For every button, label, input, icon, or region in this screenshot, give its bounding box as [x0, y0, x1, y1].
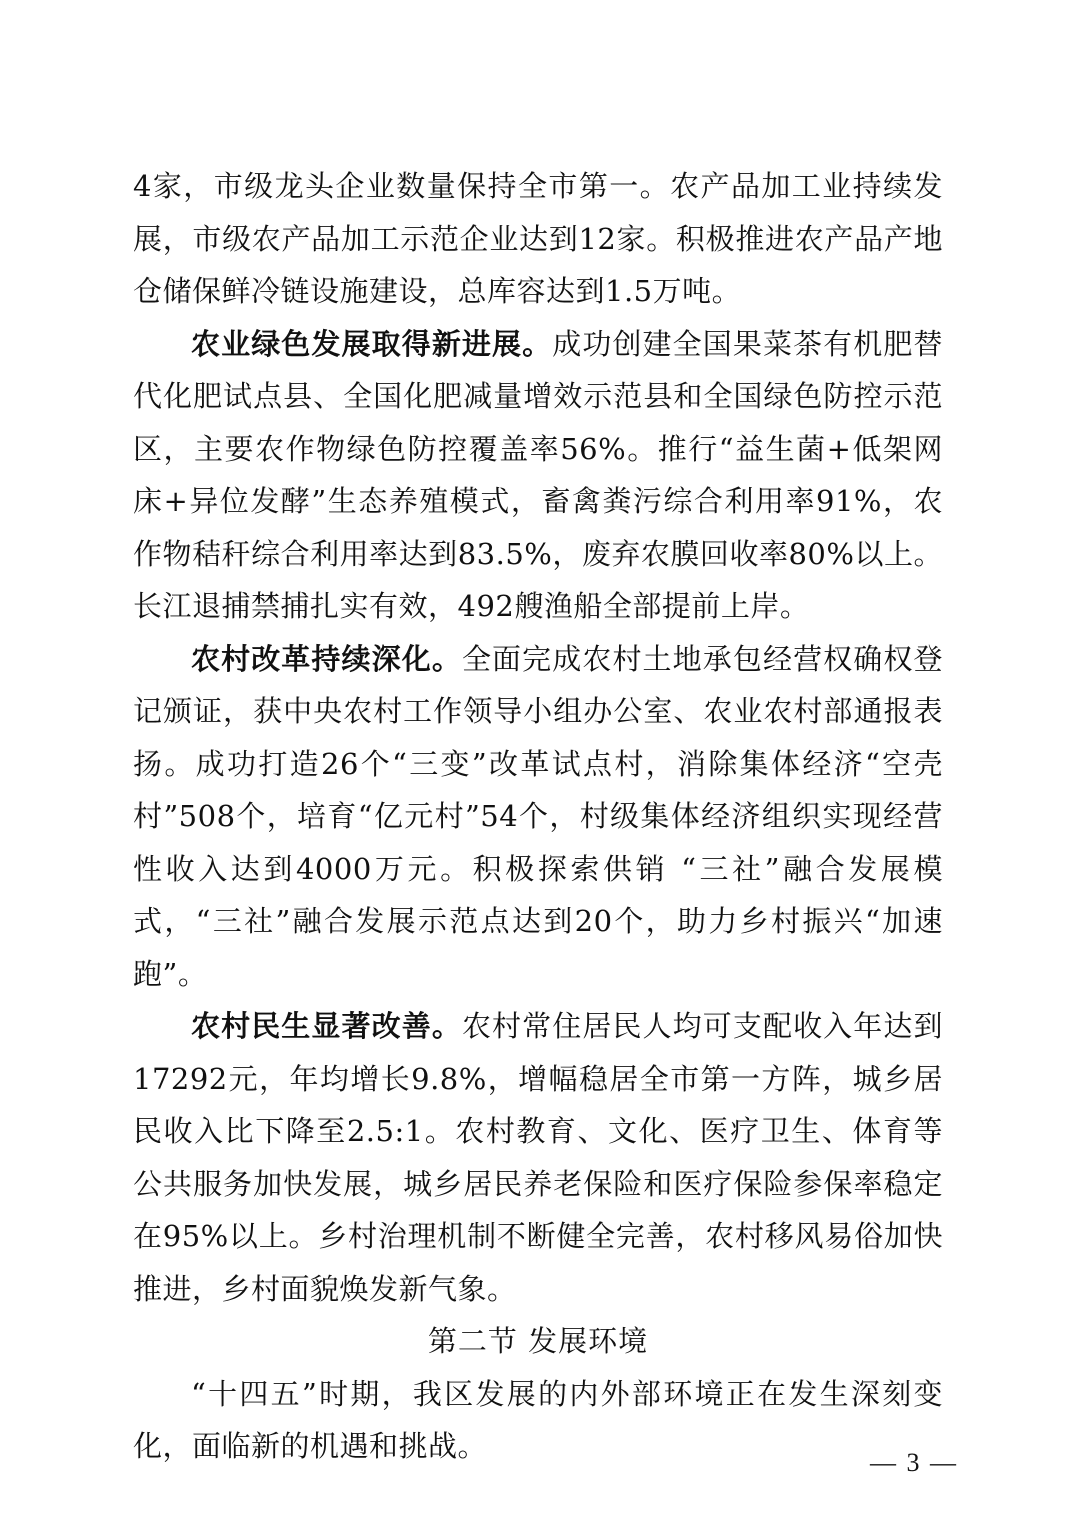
- section-title: 第二节 发展环境: [427, 1324, 649, 1358]
- paragraph-green-development: [133, 318, 943, 633]
- paragraph-lead: 农村改革持续深化。: [191, 641, 462, 676]
- paragraph-text: 4家，市级龙头企业数量保持全市第一。农产品加工业持续发展，市级农产品加工示范企业达到12家。积极推进农产品产地仓储保鲜冷链设施建设，总库容达到1.5万吨。: [133, 169, 943, 308]
- paragraph-text: 农村常住居民人均可支配收入年达到17292元，年均增长9.8%，增幅稳居全市第一方阵，城乡居民收入比下降至2.5:1。农村教育、文化、医疗卫生、体育等公共服务加快发展，城乡居民养老保险和医疗保险参保率稳定在95%以上。乡村治理机制不断健全完善，农村移风易俗加快推进，乡村面貌焕发新气象。: [133, 1009, 943, 1306]
- paragraph-livelihood: [133, 1000, 943, 1315]
- paragraph-lead: 农业绿色发展取得新进展。: [191, 326, 553, 361]
- paragraph-lead: 农村民生显著改善。: [191, 1009, 462, 1043]
- paragraph-continuation: [133, 160, 943, 318]
- paragraph-text: 全面完成农村土地承包经营权确权登记颁证，获中央农村工作领导小组办公室、农业农村部通报表扬。成功打造26个“三变”改革试点村，消除集体经济“空壳村”508个，培育“亿元村”54个，村级集体经济组织实现经营性收入达到4000万元。积极探索供销 “三社”融合发展模式，“三社”融合发展示范点达到20个，助力乡村振兴“加速跑”。: [133, 641, 943, 991]
- paragraph-text: 成功创建全国果菜茶有机肥替代化肥试点县、全国化肥减量增效示范县和全国绿色防控示范区，主要农作物绿色防控覆盖率56%。推行“益生菌+低架网床+异位发酵”生态养殖模式，畜禽粪污综合利用率91%，农作物秸秆综合利用率达到83.5%，废弃农膜回收率80%以上。长江退捕禁捕扎实有效，492艘渔船全部提前上岸。: [133, 326, 943, 623]
- paragraph-closing: “十四五”时期，我区发展的内外部环境正在发生深刻变化，面临新的机遇和挑战。: [133, 1376, 943, 1463]
- document-body: [133, 160, 943, 1473]
- paragraph-rural-reform: [133, 633, 943, 1001]
- page-number: — 3 —: [870, 1448, 958, 1477]
